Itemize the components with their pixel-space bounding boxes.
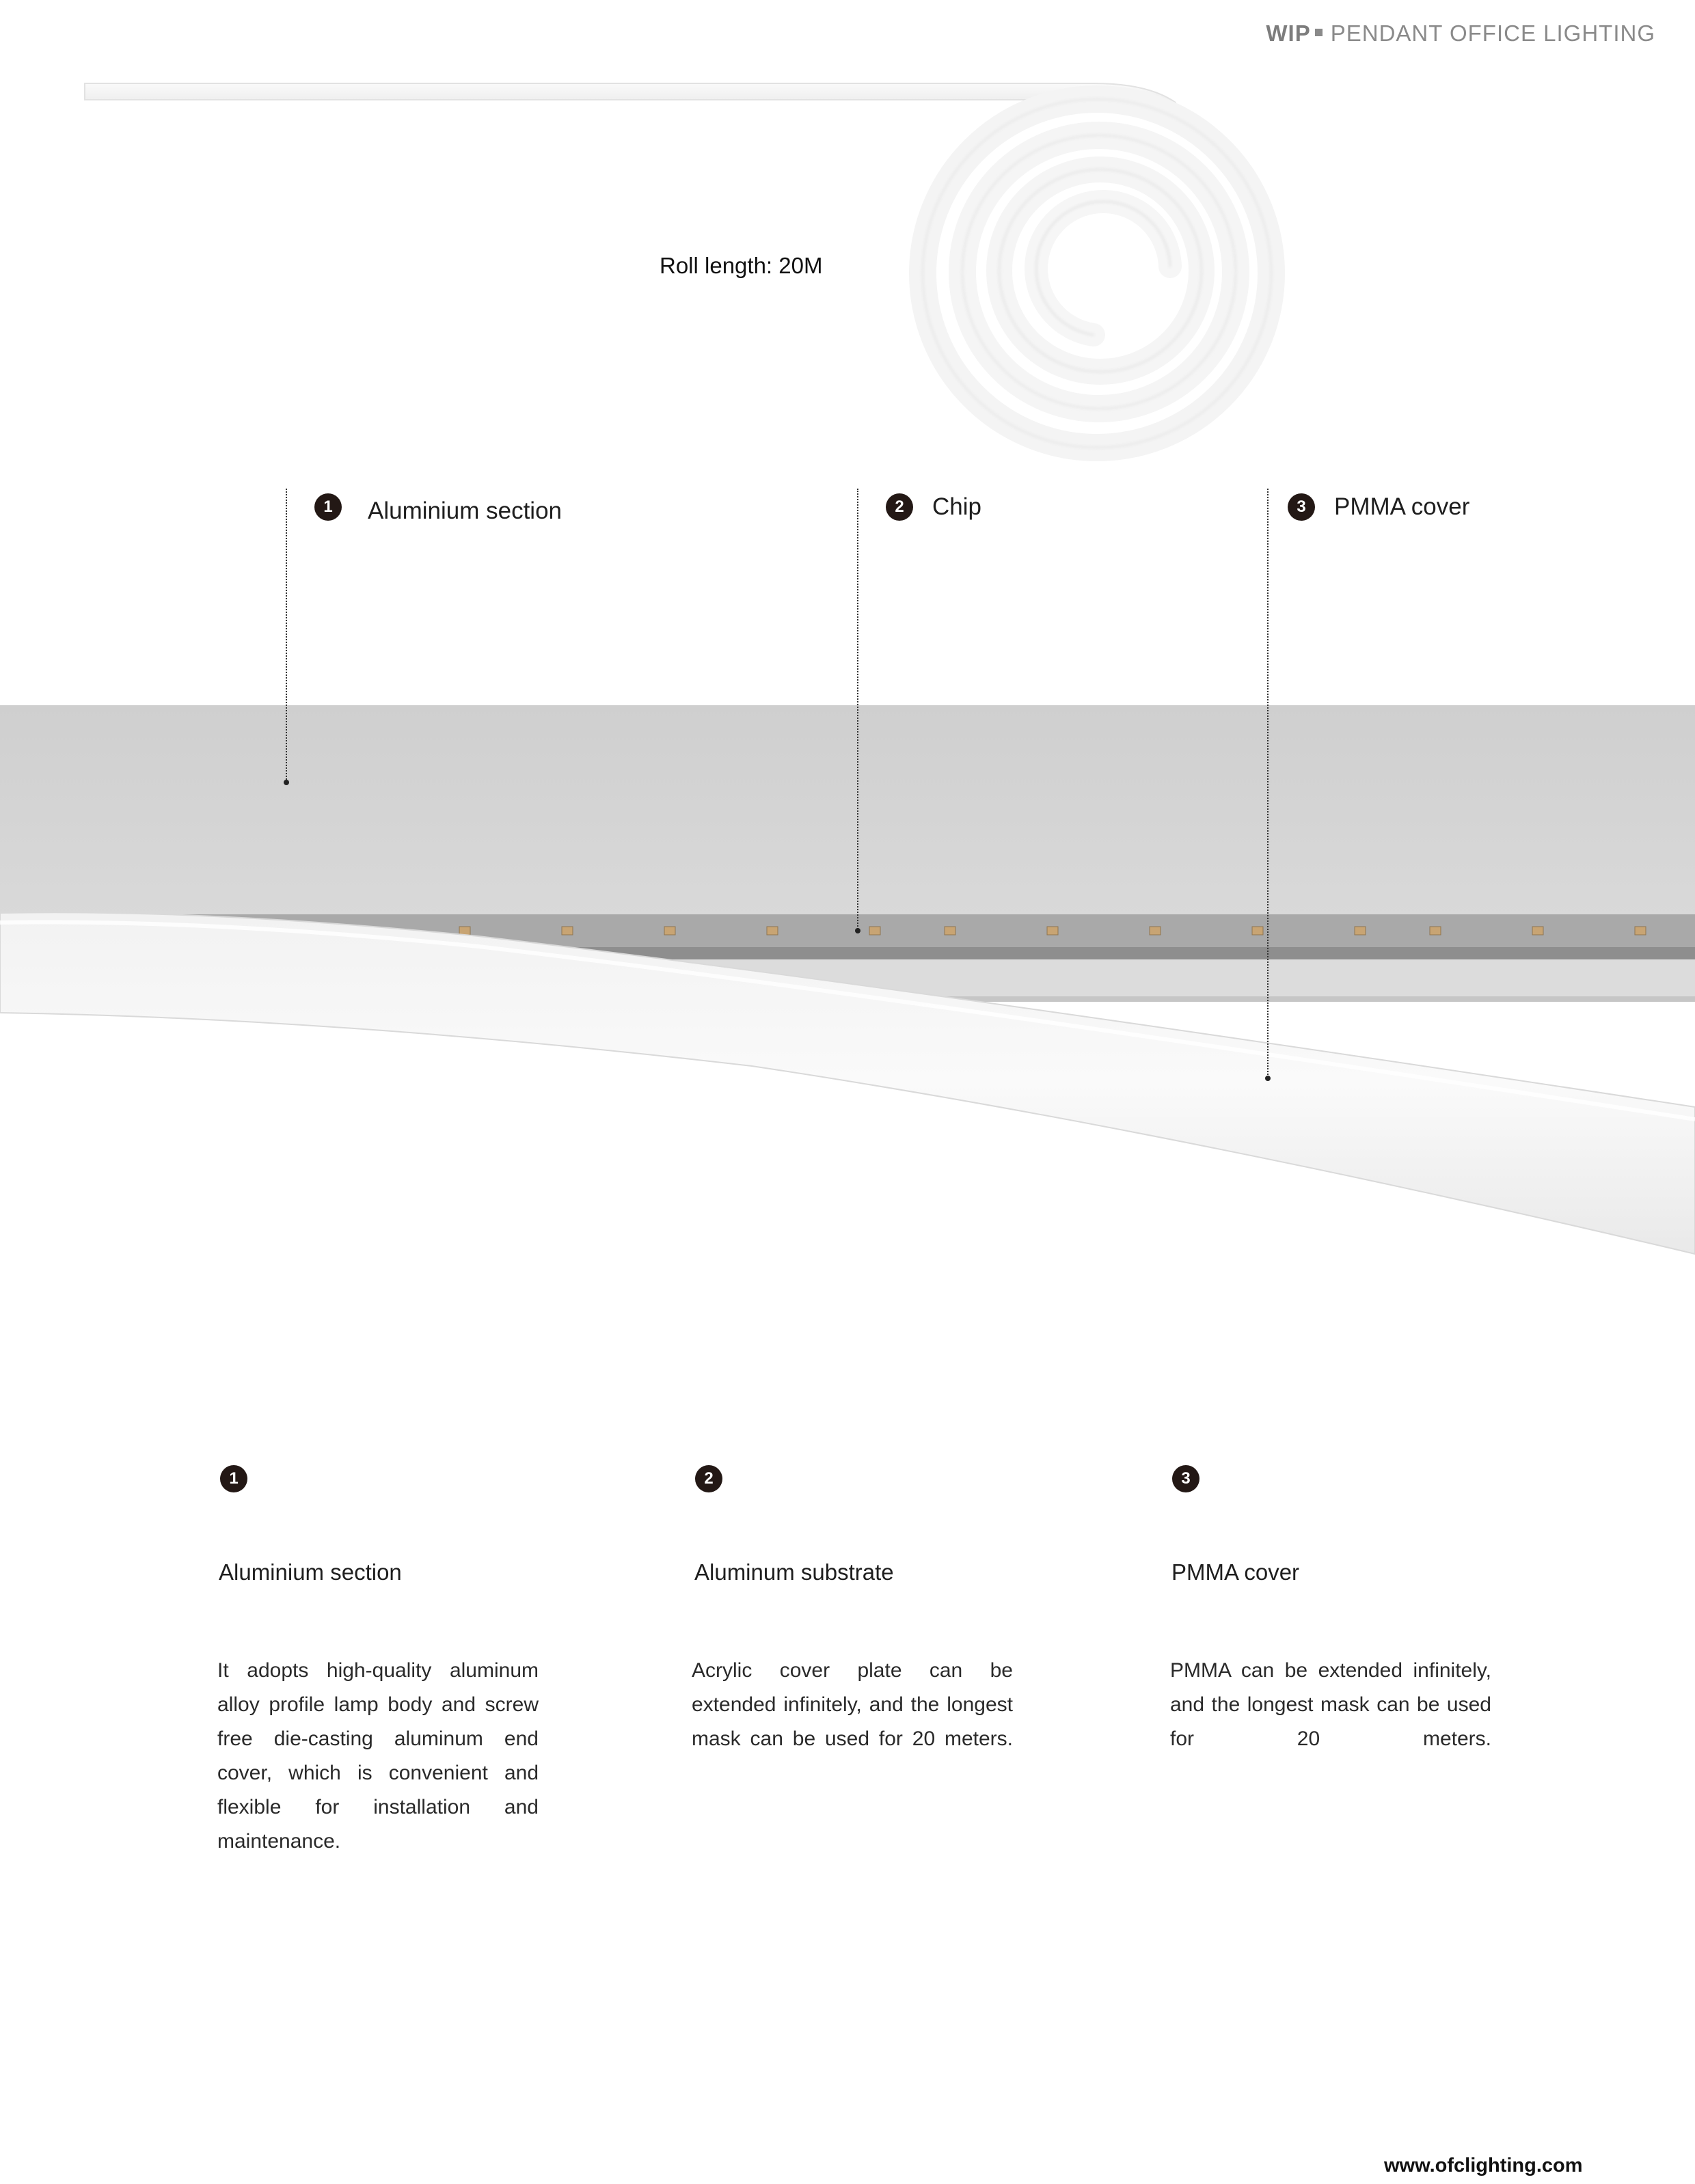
feature-3-title: PMMA cover (1171, 1559, 1300, 1585)
led-chip-7 (1047, 927, 1058, 935)
callout-2-label: Chip (932, 493, 981, 520)
feature-1-badge: 1 (220, 1465, 247, 1492)
led-chip-10 (1355, 927, 1366, 935)
header-title: PENDANT OFFICE LIGHTING (1330, 21, 1655, 46)
led-chip-9 (1252, 927, 1263, 935)
feature-3-badge: 3 (1172, 1465, 1199, 1492)
feature-1-title: Aluminium section (219, 1559, 402, 1585)
callout-2-leader-line (857, 489, 858, 929)
callout-1-leader-dot (284, 780, 289, 785)
callout-2-badge: 2 (886, 493, 913, 521)
led-chip-1 (459, 927, 470, 935)
feature-1-text: It adopts high-quality aluminum alloy profile lamp body and screw free die-casting aluminum end cover, which is convenient and flexible for installation and maintenance. (217, 1659, 539, 1853)
led-chip-3 (664, 927, 675, 935)
callout-3-leader-line (1267, 489, 1269, 1078)
led-chip-4 (767, 927, 778, 935)
profile-cross-section-image (0, 704, 1695, 1264)
led-chip-6 (945, 927, 955, 935)
callout-3-badge: 3 (1288, 493, 1315, 521)
feature-3-text: PMMA can be extended infinitely, and the longest mask can be used for 20 meters. (1170, 1659, 1491, 1750)
feature-2-badge: 2 (695, 1465, 722, 1492)
square-separator-icon (1315, 29, 1323, 36)
led-chip-11 (1430, 927, 1441, 935)
callout-2-leader-dot (855, 928, 860, 933)
feature-2-text: Acrylic cover plate can be extended infinitely, and the longest mask can be used for 20 meters. (692, 1659, 1013, 1750)
page-header (1266, 21, 1655, 46)
footer-website-link[interactable]: www.ofclighting.com (1384, 2155, 1583, 2176)
led-chip-12 (1532, 927, 1543, 935)
rolled-strip-image (0, 55, 1695, 465)
brand-name: WIP (1266, 21, 1311, 46)
callout-3-leader-dot (1265, 1076, 1271, 1081)
led-chip-13 (1635, 927, 1646, 935)
callout-1-leader-line (286, 489, 287, 782)
callout-3-label: PMMA cover (1334, 493, 1470, 520)
led-chip-2 (562, 927, 573, 935)
led-chip-8 (1150, 927, 1161, 935)
feature-2-title: Aluminum substrate (694, 1559, 894, 1585)
roll-length-label: Roll length: 20M (660, 253, 823, 278)
led-chip-5 (869, 927, 880, 935)
callout-1-label: Aluminium section (368, 497, 562, 524)
callout-1-badge: 1 (314, 493, 342, 521)
